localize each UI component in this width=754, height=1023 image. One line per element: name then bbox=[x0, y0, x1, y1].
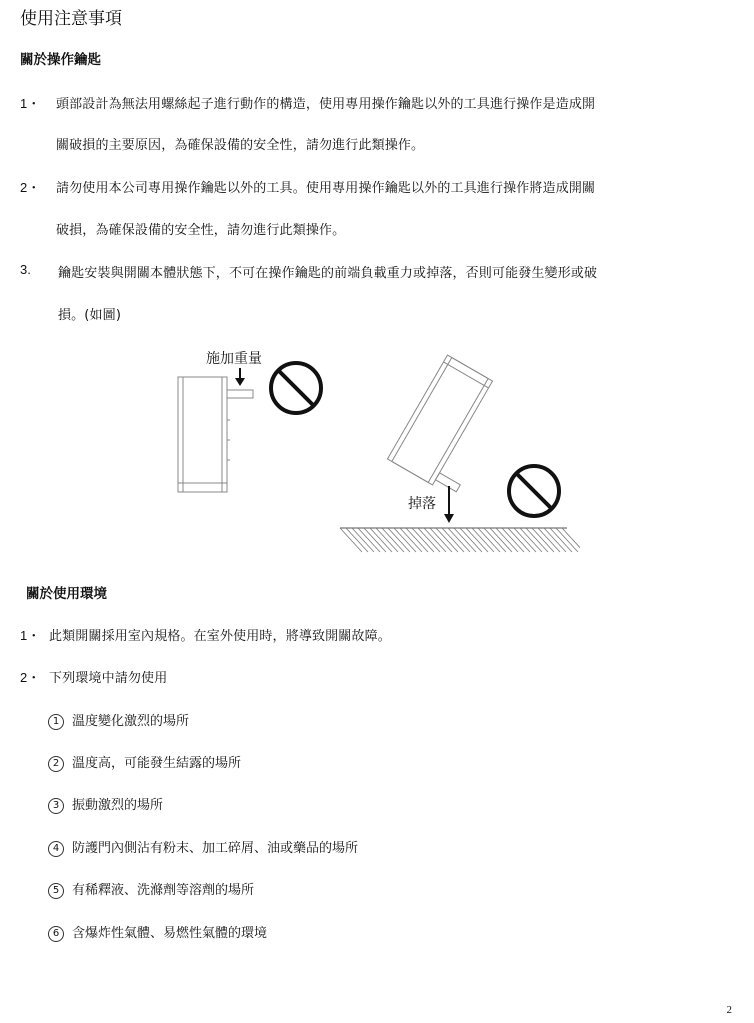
drop-label: 掉落 bbox=[408, 496, 436, 512]
list-item bbox=[48, 879, 254, 899]
list-item-text: 防護門內側沾有粉末、加工碎屑、油或藥品的場所 bbox=[72, 841, 359, 856]
list-item-text: 含爆炸性氣體、易燃性氣體的環境 bbox=[72, 926, 268, 941]
item-number: 3. bbox=[20, 262, 31, 277]
circled-number: 3 bbox=[48, 798, 64, 814]
list-item-text: 振動激烈的場所 bbox=[72, 798, 164, 813]
item-text-line: 損。(如圖) bbox=[58, 308, 122, 323]
item-text: 此類開關採用室內規格。在室外使用時，將導致開關故障。 bbox=[49, 629, 391, 644]
switch-tilted bbox=[387, 355, 513, 497]
list-item bbox=[48, 837, 358, 857]
section-heading-key: 關於操作鑰匙 bbox=[20, 52, 101, 68]
circled-number: 5 bbox=[48, 883, 64, 899]
circled-number: 6 bbox=[48, 926, 64, 942]
item-text-line: 頭部設計為無法用螺絲起子進行動作的構造，使用專用操作鑰匙以外的工具進行操作是造成開 bbox=[56, 97, 596, 112]
list-item-text: 溫度高，可能發生結露的場所 bbox=[72, 756, 242, 771]
list-item bbox=[48, 710, 189, 730]
circled-number: 2 bbox=[48, 756, 64, 772]
section-heading-environment: 關於使用環境 bbox=[26, 586, 107, 602]
ground-hatching bbox=[340, 528, 580, 552]
item-text-line: 請勿使用本公司專用操作鑰匙以外的工具。使用專用操作鑰匙以外的工具進行操作將造成開關 bbox=[56, 181, 596, 196]
item-number: 1・ bbox=[20, 628, 41, 643]
prohibited-icon bbox=[271, 363, 321, 413]
down-arrow-icon bbox=[235, 368, 245, 386]
item-number: 1・ bbox=[20, 96, 41, 111]
page-title: 使用注意事項 bbox=[20, 9, 122, 29]
list-item bbox=[48, 922, 267, 942]
list-item bbox=[48, 794, 163, 814]
circled-number: 4 bbox=[48, 841, 64, 857]
circled-number: 1 bbox=[48, 714, 64, 730]
page-number: 2 bbox=[726, 1004, 732, 1016]
item-number: 2・ bbox=[20, 670, 41, 685]
down-arrow-icon bbox=[444, 486, 454, 523]
list-item bbox=[48, 752, 241, 772]
list-item-text: 有稀釋液、洗滌劑等溶劑的場所 bbox=[72, 883, 255, 898]
item-text: 下列環境中請勿使用 bbox=[49, 671, 168, 686]
prohibited-icon bbox=[509, 466, 559, 516]
switch-upright bbox=[178, 377, 253, 492]
weight-label: 施加重量 bbox=[206, 351, 262, 367]
item-text-line: 鑰匙安裝與開關本體狀態下，不可在操作鑰匙的前端負載重力或掉落，否則可能發生變形或破 bbox=[58, 266, 598, 281]
warning-figure bbox=[170, 340, 580, 560]
item-text-line: 關破損的主要原因，為確保設備的安全性，請勿進行此類操作。 bbox=[56, 138, 425, 153]
item-number: 2・ bbox=[20, 180, 41, 195]
list-item-text: 溫度變化激烈的場所 bbox=[72, 714, 190, 729]
item-text-line: 破損，為確保設備的安全性，請勿進行此類操作。 bbox=[56, 223, 346, 238]
